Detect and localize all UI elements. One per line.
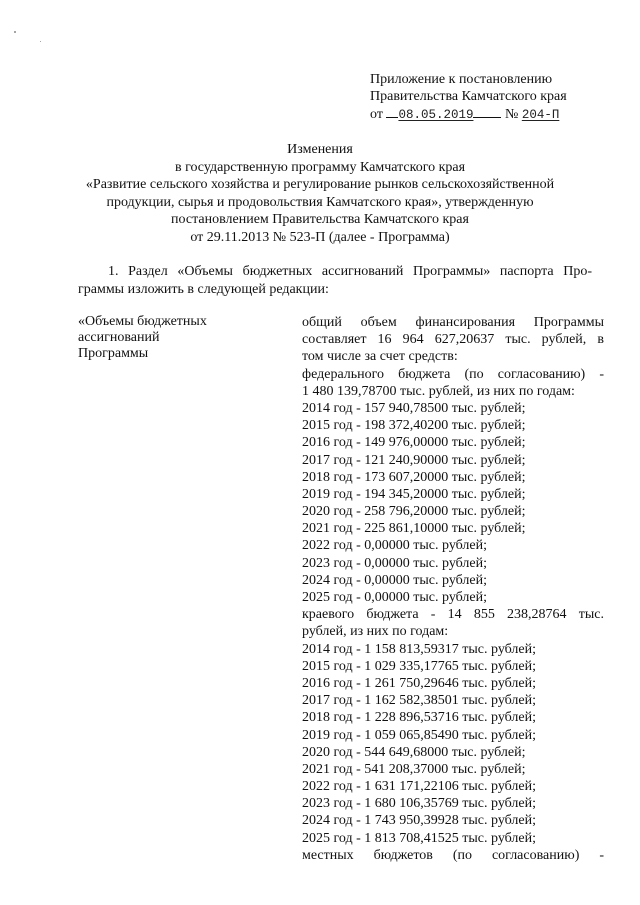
federal-year-item: 2022 год - 0,00000 тыс. рублей; <box>302 538 488 554</box>
heading-line: Изменения <box>287 142 353 157</box>
regional-budget-intro: рублей, из них по годам: <box>302 624 449 640</box>
regional-year-item: 2019 год - 1 059 065,85490 тыс. рублей; <box>302 727 537 743</box>
underline <box>386 105 398 118</box>
federal-year-item: 2020 год - 258 796,20000 тыс. рублей; <box>302 504 526 520</box>
regional-year-item: 2024 год - 1 743 950,39928 тыс. рублей; <box>302 813 537 829</box>
federal-year-item: 2017 год - 121 240,90000 тыс. рублей; <box>302 452 526 468</box>
funding-details <box>302 314 604 864</box>
federal-year-item: 2014 год - 157 940,78500 тыс. рублей; <box>302 400 526 416</box>
heading-line: продукции, сырья и продовольствия Камчатского края», утвержденную <box>106 194 534 210</box>
appendix-line-2: Правительства Камчатского края <box>370 89 567 104</box>
section-label <box>78 314 207 362</box>
regional-year-item: 2020 год - 544 649,68000 тыс. рублей; <box>302 744 526 760</box>
handwritten-date: 08.05.2019 <box>398 108 474 122</box>
federal-budget-intro: 1 480 139,78700 тыс. рублей, из них по годам: <box>302 383 575 399</box>
federal-year-item: 2016 год - 149 976,00000 тыс. рублей; <box>302 435 526 451</box>
from-label: от <box>370 107 383 122</box>
federal-year-item: 2018 год - 173 607,20000 тыс. рублей; <box>302 469 526 485</box>
paragraph-line-1: 1. Раздел «Объемы бюджетных ассигнований Программы» паспорта Про- <box>108 264 592 279</box>
scan-speck <box>40 41 41 42</box>
appendix-block <box>370 71 567 124</box>
section-label-line: ассигнований <box>78 330 160 345</box>
regional-year-item: 2014 год - 1 158 813,59317 тыс. рублей; <box>302 641 537 657</box>
funding-intro-line: общий объем финансирования Программы <box>302 315 604 330</box>
paragraph-line-2: граммы изложить в следующей редакции: <box>78 282 329 297</box>
regional-year-item: 2015 год - 1 029 335,17765 тыс. рублей; <box>302 658 537 674</box>
federal-year-item: 2021 год - 225 861,10000 тыс. рублей; <box>302 521 526 537</box>
local-budget-intro: местных бюджетов (по согласованию) - <box>302 847 604 863</box>
amendment-paragraph <box>78 263 592 299</box>
underline <box>473 105 501 118</box>
regional-year-item: 2018 год - 1 228 896,53716 тыс. рублей; <box>302 710 537 726</box>
heading-line: от 29.11.2013 № 523-П (далее - Программа) <box>190 229 450 245</box>
section-label-line: «Объемы бюджетных <box>78 314 207 329</box>
regional-year-item: 2023 год - 1 680 106,35769 тыс. рублей; <box>302 796 537 812</box>
appendix-line-1: Приложение к постановлению <box>370 72 553 87</box>
regional-year-item: 2022 год - 1 631 171,22106 тыс. рублей; <box>302 779 537 795</box>
federal-year-item: 2019 год - 194 345,20000 тыс. рублей; <box>302 486 526 502</box>
regional-year-item: 2025 год - 1 813 708,41525 тыс. рублей; <box>302 830 537 846</box>
federal-budget-intro: федерального бюджета (по согласованию) - <box>302 366 604 382</box>
funding-intro-line: том числе за счет средств: <box>302 349 458 365</box>
handwritten-number: 204-П <box>521 108 560 122</box>
section-label-line: Программы <box>78 346 149 361</box>
heading-line: постановлением Правительства Камчатского края <box>171 212 469 227</box>
federal-year-item: 2023 год - 0,00000 тыс. рублей; <box>302 555 488 571</box>
document-heading <box>0 141 640 246</box>
funding-intro-line: составляет 16 964 627,20637 тыс. рублей, в <box>302 332 604 348</box>
scan-speck <box>14 31 16 33</box>
federal-year-item: 2025 год - 0,00000 тыс. рублей; <box>302 590 488 605</box>
regional-year-item: 2017 год - 1 162 582,38501 тыс. рублей; <box>302 693 537 709</box>
regional-budget-intro: краевого бюджета - 14 855 238,28764 тыс. <box>302 607 604 623</box>
appendix-date-line <box>370 105 567 124</box>
federal-year-item: 2015 год - 198 372,40200 тыс. рублей; <box>302 418 526 434</box>
heading-line: «Развитие сельского хозяйства и регулирование рынков сельскохозяйственной <box>85 177 555 192</box>
heading-line: в государственную программу Камчатского края <box>174 159 466 175</box>
federal-year-item: 2024 год - 0,00000 тыс. рублей; <box>302 572 488 588</box>
number-label: № <box>504 107 519 122</box>
regional-year-item: 2016 год - 1 261 750,29646 тыс. рублей; <box>302 675 537 691</box>
regional-year-item: 2021 год - 541 208,37000 тыс. рублей; <box>302 761 526 777</box>
